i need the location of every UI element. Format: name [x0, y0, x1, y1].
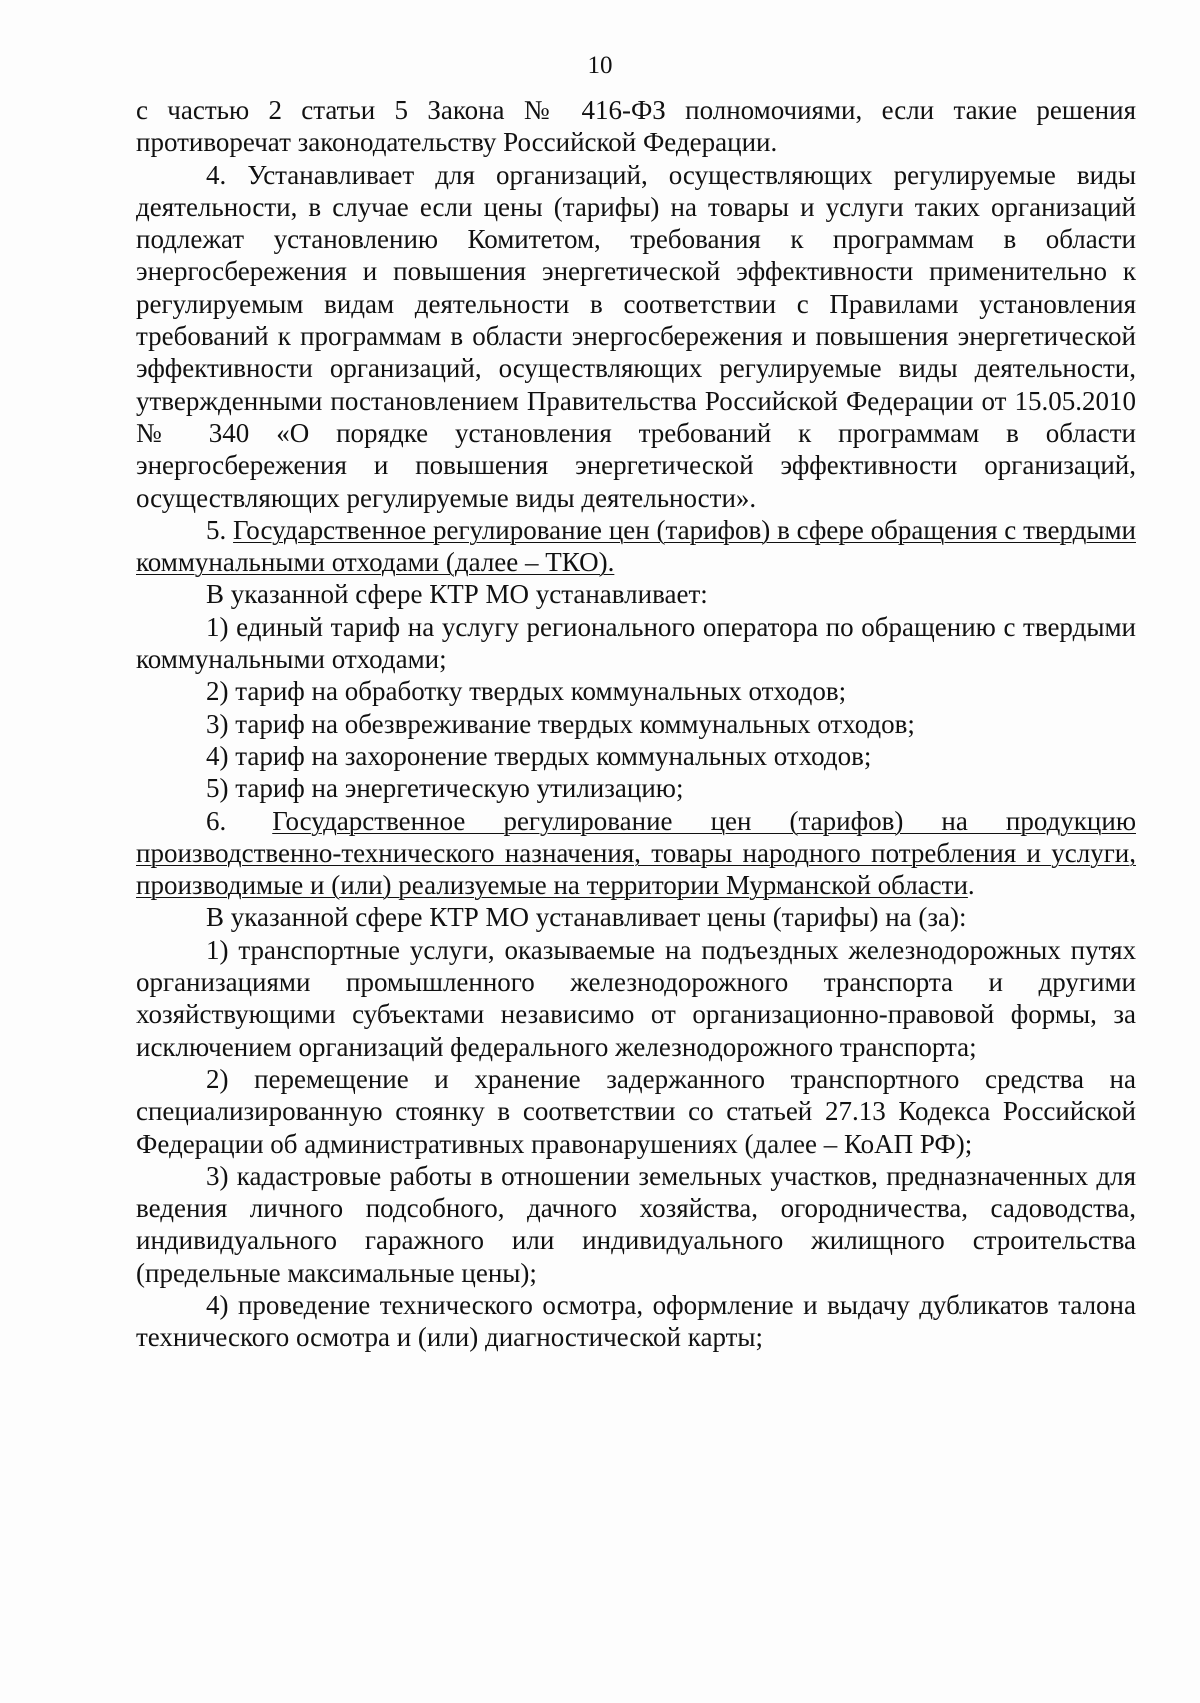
- item-6-number: 6.: [206, 805, 227, 836]
- list-item-prices-3: 3) кадастровые работы в отношении земельных участков, предназначенных для ведения личного подсобного, дачного хозяйства, огородничества, садоводства, индивидуального гаражного или индивидуального жилищного строительства (предельные максимальные цены);: [136, 1160, 1136, 1288]
- paragraph-item-4: 4. Устанавливает для организаций, осуществляющих регулируемые виды деятельности, в случае если цены (тарифы) на товары и услуги таких организаций подлежат установлению Комитетом, требования к программам в области энергосбережения и повышения энергетической эффективности применительно к регулируемым видам деятельности в соответствии с Правилами установления требований к программам в области энергосбережения и повышения энергетической эффективности организаций, осуществляющих регулируемые виды деятельности, утвержденными постановлением Правительства Российской Федерации от 15.05.2010 № 340 «О порядке установления требований к программам в области энергосбережения и повышения энергетической эффективности организаций, осуществляющих регулируемые виды деятельности».: [136, 159, 1136, 513]
- list-item-tko-3: 3) тариф на обезвреживание твердых коммунальных отходов;: [206, 708, 915, 739]
- list-item-prices-1: 1) транспортные услуги, оказываемые на подъездных железнодорожных путях организациями промышленного железнодорожного транспорта и другими хозяйствующими субъектами независимо от организационно-правовой формы, за исключением организаций федерального железнодорожного транспорта;: [136, 934, 1136, 1062]
- paragraph-item-5-heading: [136, 514, 1136, 579]
- document-body: [136, 94, 1136, 1354]
- list-item-tko-4: 4) тариф на захоронение твердых коммунальных отходов;: [206, 740, 872, 771]
- list-item-tko-2: 2) тариф на обработку твердых коммунальных отходов;: [206, 676, 847, 707]
- item-6-heading-text: Государственное регулирование цен (тарифов) на продукцию производственно-технического назначения, товары народного потребления и услуги, производимые и (или) реализуемые на территории Мурманской области: [136, 805, 1136, 901]
- paragraph-prices-intro: В указанной сфере КТР МО устанавливает цены (тарифы) на (за):: [206, 902, 967, 933]
- paragraph-item-6-heading: [136, 805, 1136, 902]
- list-item-tko-5: 5) тариф на энергетическую утилизацию;: [206, 773, 684, 804]
- paragraph-tko-intro: В указанной сфере КТР МО устанавливает:: [206, 579, 708, 610]
- list-item-prices-2: 2) перемещение и хранение задержанного транспортного средства на специализированную стоянку в соответствии со статьей 27.13 Кодекса Российской Федерации об административных правонарушениях (далее – КоАП РФ);: [136, 1063, 1136, 1159]
- list-item-tko-1: 1) единый тариф на услугу регионального оператора по обращению с твердыми коммунальными отходами;: [136, 611, 1136, 675]
- paragraph-continuation: с частью 2 статьи 5 Закона № 416-ФЗ полномочиями, если такие решения противоречат законодательству Российской Федерации.: [136, 95, 1136, 158]
- page-number: 10: [587, 52, 613, 79]
- item-5-number: 5.: [206, 514, 227, 545]
- item-5-heading-text: Государственное регулирование цен (тарифов) в сфере обращения с твердыми коммунальными отходами (далее – ТКО).: [136, 514, 1136, 578]
- item-6-period: .: [967, 870, 975, 901]
- list-item-prices-4: 4) проведение технического осмотра, оформление и выдачу дубликатов талона технического осмотра и (или) диагностической карты;: [136, 1289, 1136, 1353]
